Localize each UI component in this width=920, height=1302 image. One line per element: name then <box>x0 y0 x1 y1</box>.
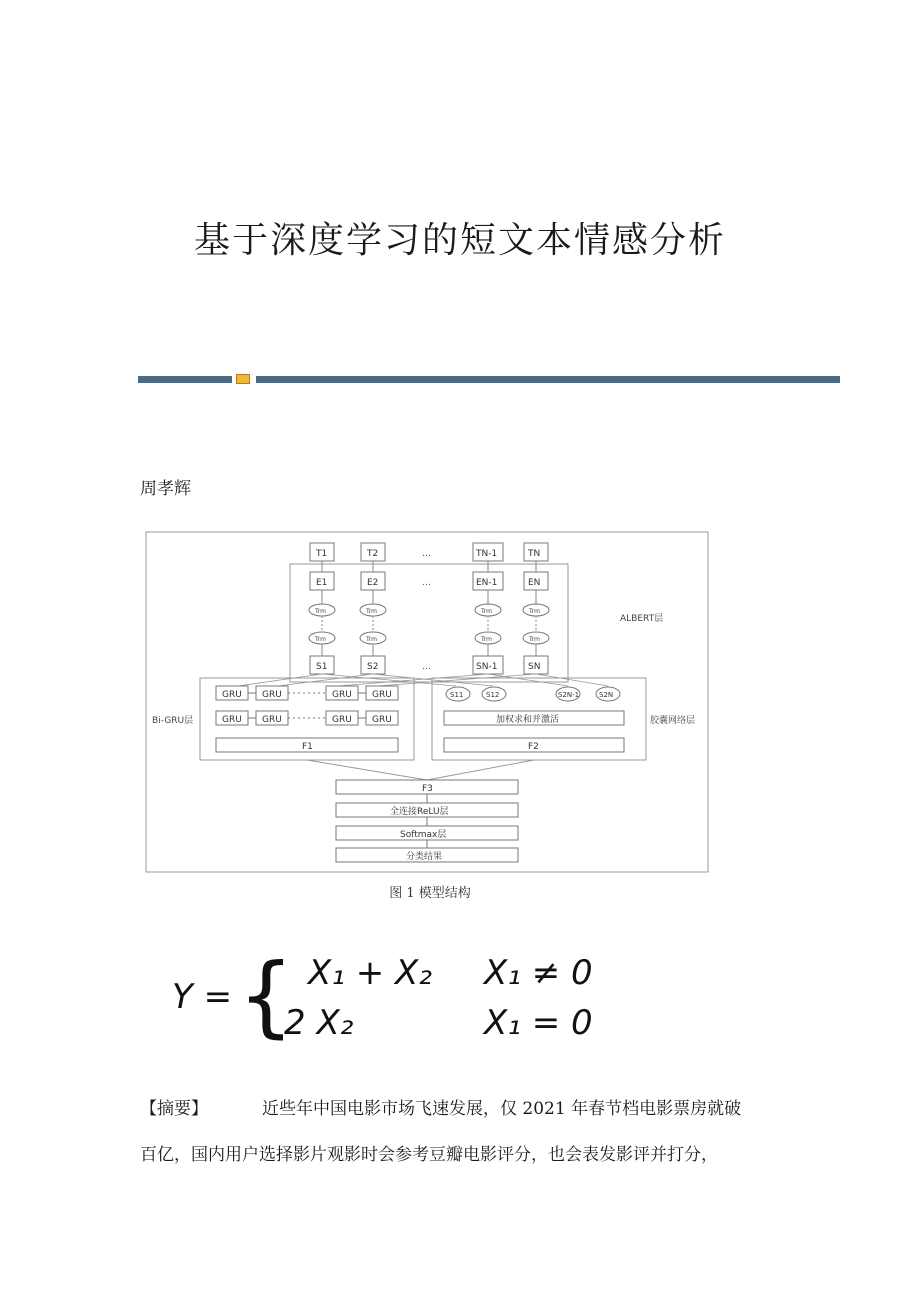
embedding-ellipsis: … <box>422 578 431 588</box>
equation-case2-expr: 2 X₂ <box>284 1003 354 1043</box>
capsule-nodes <box>446 687 620 701</box>
output-n-1: SN-1 <box>476 662 498 672</box>
abstract <box>140 1086 780 1178</box>
abstract-label: 【摘要】 <box>140 1099 208 1119</box>
weighted-sum-label: 加权求和并激活 <box>496 715 560 725</box>
capsule-label: 胶囊网络层 <box>650 716 696 726</box>
svg-text:GRU: GRU <box>372 690 392 700</box>
token-2: T2 <box>367 549 379 559</box>
output-1: S1 <box>316 662 328 672</box>
equation-case2-cond: X₁ = 0 <box>484 1003 593 1043</box>
divider-bar-left <box>138 376 232 383</box>
svg-text:GRU: GRU <box>372 715 392 725</box>
output-stack <box>336 780 518 862</box>
embedding-1: E1 <box>316 578 328 588</box>
equation-case1-expr: X₁ + X₂ <box>308 953 432 993</box>
token-row <box>310 543 548 561</box>
output-2: S2 <box>367 662 379 672</box>
equation-brace: { <box>238 948 294 1047</box>
f2-label: F2 <box>528 742 539 752</box>
svg-text:Trm: Trm <box>366 636 377 643</box>
trm-row-2 <box>309 632 549 644</box>
f3-label: F3 <box>422 784 433 794</box>
svg-text:Trm: Trm <box>315 608 326 615</box>
svg-text:S11: S11 <box>450 691 464 699</box>
token-1: T1 <box>316 549 328 559</box>
author-name: 周孝辉 <box>140 479 191 499</box>
document-title: 基于深度学习的短文本情感分析 <box>193 220 726 261</box>
equation-case1-cond: X₁ ≠ 0 <box>484 953 593 993</box>
token-n: TN <box>528 549 541 559</box>
fc-label: 全连接ReLU层 <box>390 807 449 817</box>
embedding-n-1: EN-1 <box>476 578 498 588</box>
abstract-line-1 <box>140 1086 780 1132</box>
divider-bar-right <box>256 376 840 383</box>
svg-text:GRU: GRU <box>222 690 242 700</box>
token-ellipsis: … <box>422 549 431 559</box>
svg-text:S12: S12 <box>486 691 500 699</box>
svg-text:GRU: GRU <box>332 715 352 725</box>
svg-text:S2N-1: S2N-1 <box>558 691 580 699</box>
abstract-text-1: 近些年中国电影市场飞速发展，仅 2021 年春节档电影票房就破 <box>262 1099 742 1119</box>
result-label: 分类结果 <box>406 852 443 862</box>
svg-text:Trm: Trm <box>481 608 492 615</box>
albert-arrows <box>322 561 536 656</box>
svg-text:Trm: Trm <box>366 608 377 615</box>
svg-text:GRU: GRU <box>262 690 282 700</box>
abstract-text-2: 百亿，国内用户选择影片观影时会参考豆瓣电影评分，也会表发影评并打分， <box>140 1145 718 1165</box>
f1-label: F1 <box>302 742 313 752</box>
divider-badge-icon <box>236 374 250 384</box>
embedding-2: E2 <box>367 578 379 588</box>
svg-text:Trm: Trm <box>481 636 492 643</box>
output-n: SN <box>528 662 541 672</box>
equation-lhs: Y = <box>172 977 233 1017</box>
title-divider <box>138 374 840 384</box>
softmax-label: Softmax层 <box>400 830 447 840</box>
embedding-n: EN <box>528 578 541 588</box>
figure-caption: 图 1 模型结构 <box>389 886 471 901</box>
svg-text:GRU: GRU <box>332 690 352 700</box>
svg-text:Trm: Trm <box>315 636 326 643</box>
cross-connections <box>238 674 608 686</box>
albert-output-row <box>310 656 548 674</box>
gru-cells <box>216 686 398 725</box>
bigru-label: Bi-GRU层 <box>152 716 194 726</box>
merge-lines <box>307 760 534 780</box>
output-ellipsis: … <box>422 662 431 672</box>
svg-text:S2N: S2N <box>599 691 614 699</box>
token-n-1: TN-1 <box>476 549 498 559</box>
svg-text:GRU: GRU <box>262 715 282 725</box>
albert-label: ALBERT层 <box>620 614 664 624</box>
embedding-row <box>310 572 548 590</box>
model-structure-figure <box>138 528 718 878</box>
svg-text:GRU: GRU <box>222 715 242 725</box>
trm-row-1 <box>309 604 549 616</box>
svg-text:Trm: Trm <box>529 636 540 643</box>
piecewise-equation <box>166 948 626 1048</box>
svg-text:Trm: Trm <box>529 608 540 615</box>
